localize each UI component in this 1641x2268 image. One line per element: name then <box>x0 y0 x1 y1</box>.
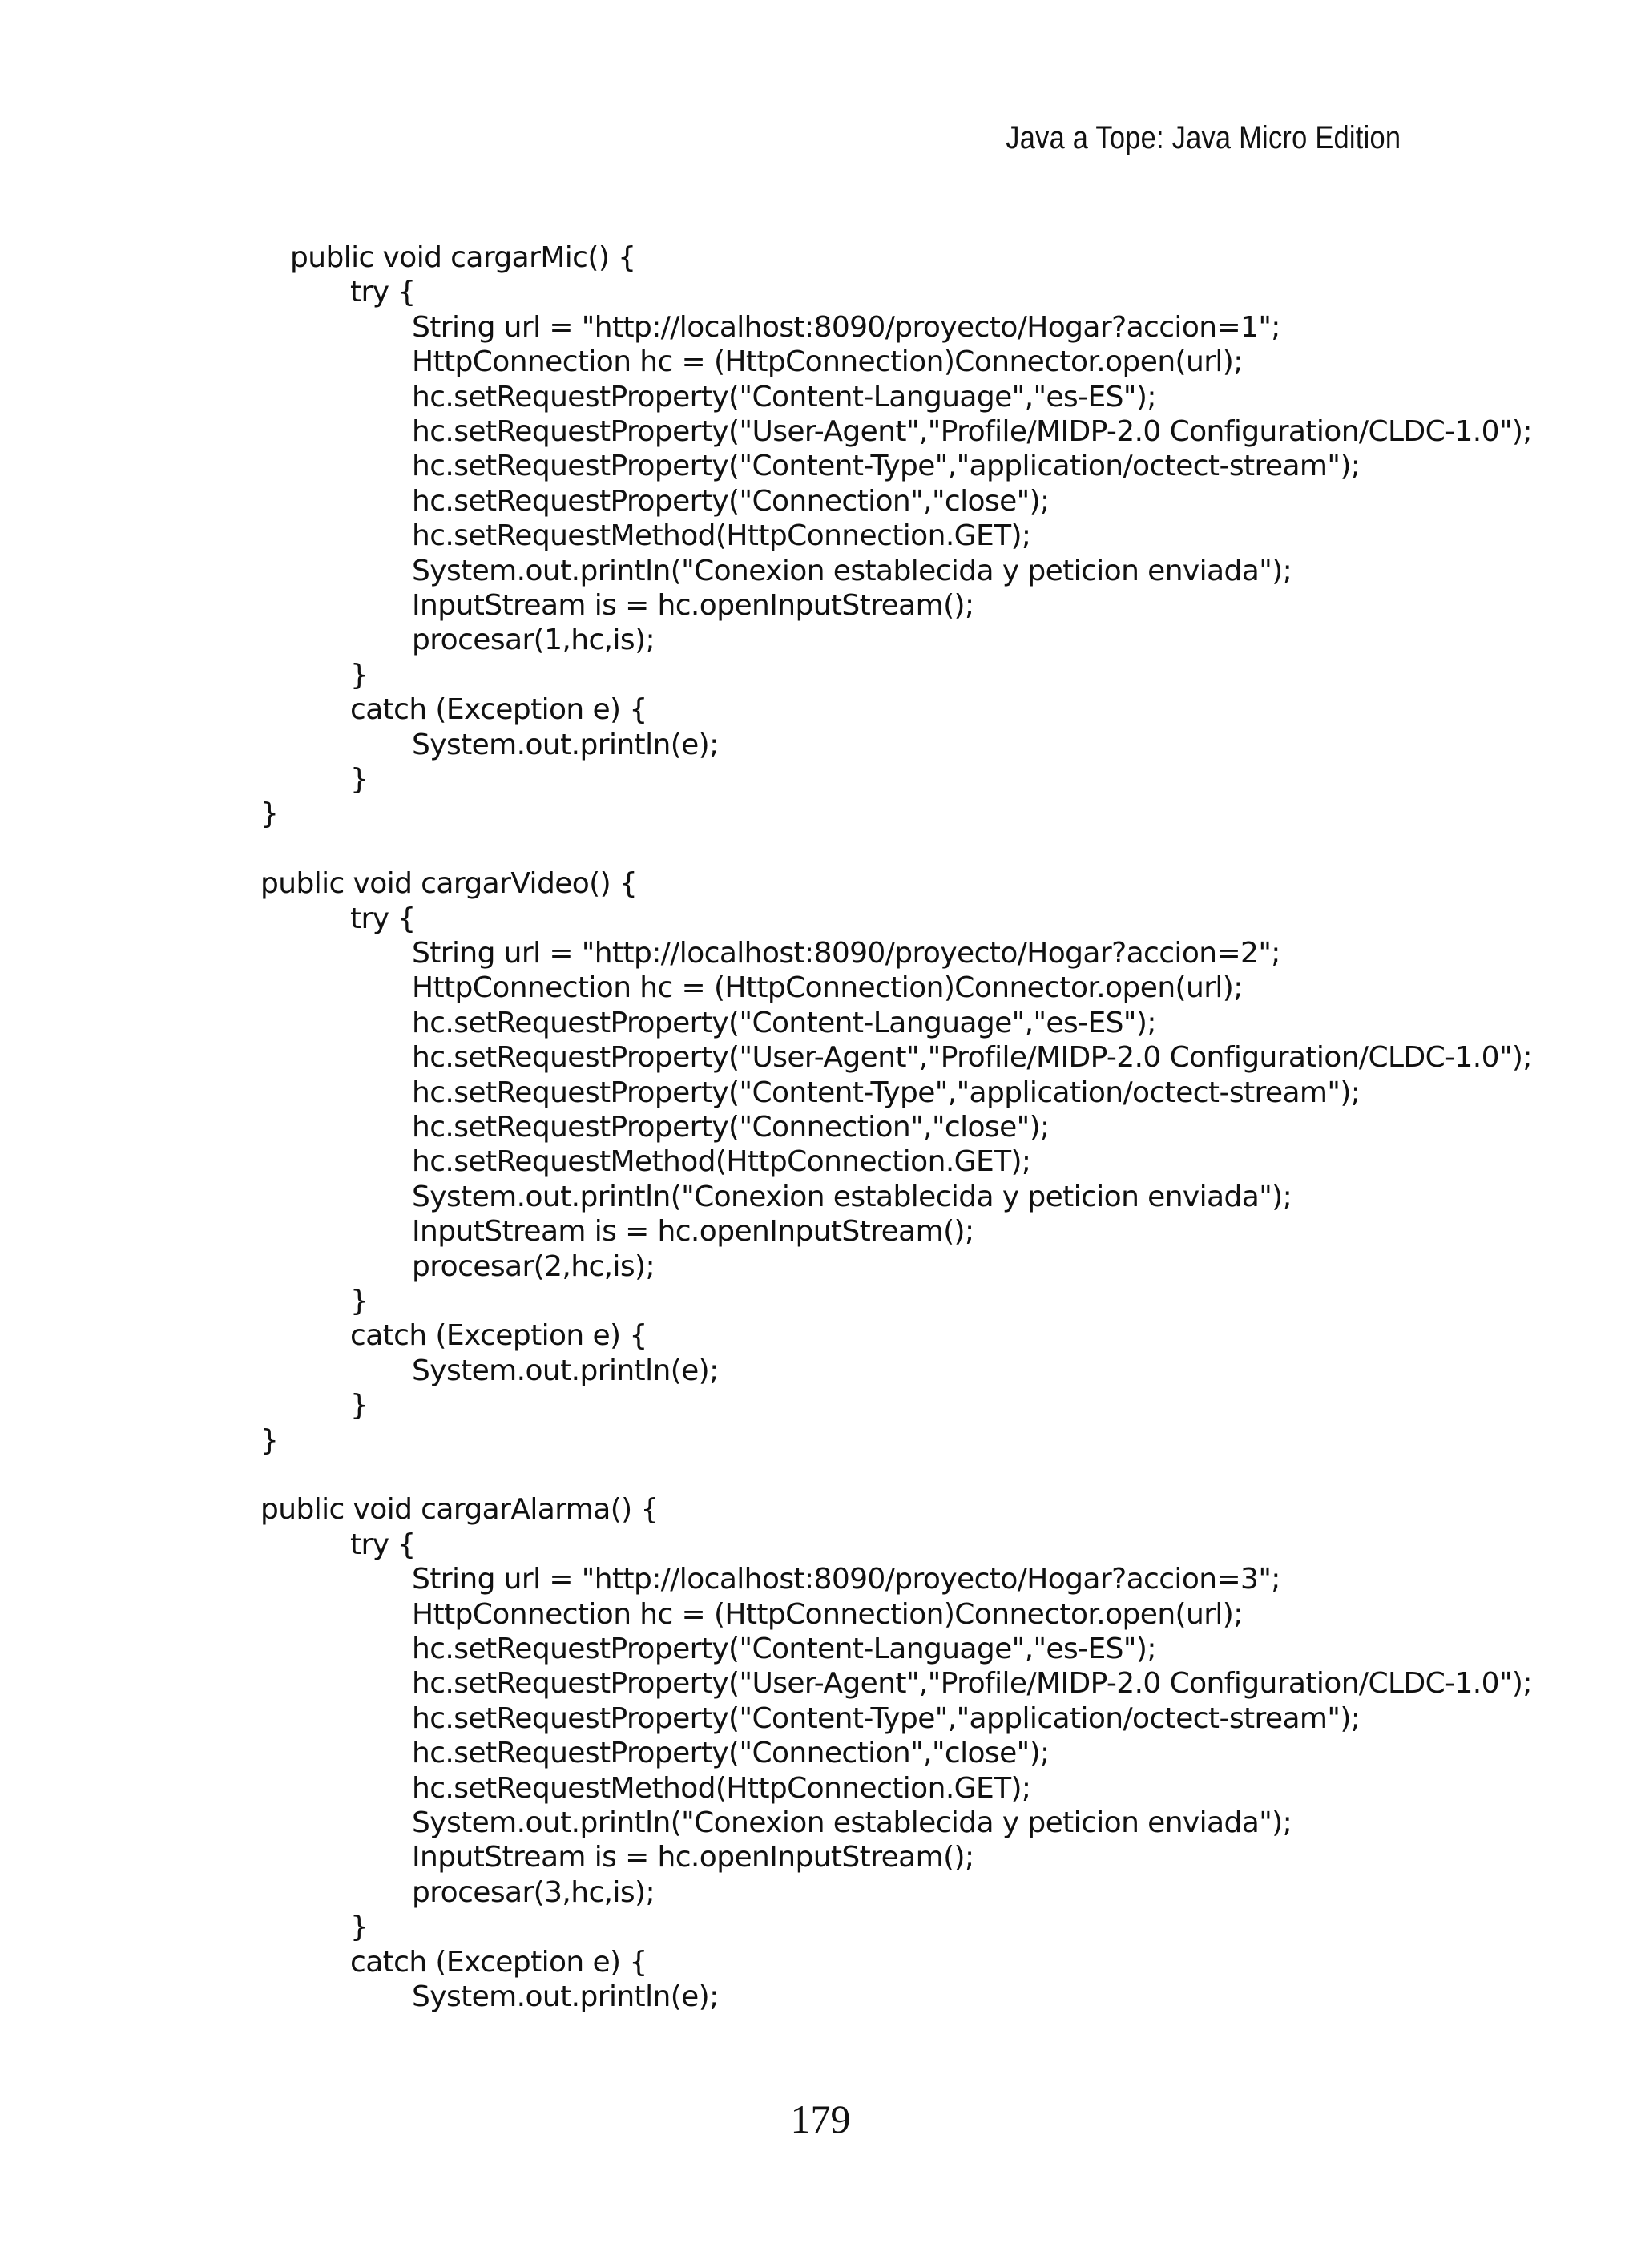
code-line: System.out.println("Conexion establecida y peticion enviada"); <box>412 1806 1292 1839</box>
code-line: catch (Exception e) { <box>350 1319 647 1353</box>
code-line: InputStream is = hc.openInputStream(); <box>412 589 974 622</box>
code-line: System.out.println("Conexion establecida y peticion enviada"); <box>412 554 1292 587</box>
code-line: System.out.println(e); <box>412 1980 719 2013</box>
code-line: String url = "http://localhost:8090/proyecto/Hogar?accion=3"; <box>412 1563 1280 1596</box>
code-line: hc.setRequestProperty("Connection","close"); <box>412 1737 1050 1770</box>
code-line: hc.setRequestProperty("Content-Type","application/octect-stream"); <box>412 1075 1361 1109</box>
code-line: String url = "http://localhost:8090/proyecto/Hogar?accion=2"; <box>412 937 1280 970</box>
code-line: hc.setRequestMethod(HttpConnection.GET); <box>412 1145 1031 1179</box>
code-line: hc.setRequestProperty("Content-Type","application/octect-stream"); <box>412 1701 1361 1735</box>
code-line: hc.setRequestProperty("User-Agent","Profile/MIDP-2.0 Configuration/CLDC-1.0"); <box>412 1041 1532 1075</box>
code-line: procesar(2,hc,is); <box>412 1249 655 1283</box>
code-line: HttpConnection hc = (HttpConnection)Connector.open(url); <box>412 1597 1243 1631</box>
code-line: catch (Exception e) { <box>350 1945 647 1979</box>
code-line: try { <box>350 276 416 309</box>
code-line: public void cargarMic() { <box>290 241 636 274</box>
code-line: hc.setRequestProperty("User-Agent","Profile/MIDP-2.0 Configuration/CLDC-1.0"); <box>412 1667 1532 1701</box>
code-line: public void cargarVideo() { <box>260 867 638 901</box>
code-line: } <box>350 658 369 692</box>
code-line: String url = "http://localhost:8090/proyecto/Hogar?accion=1"; <box>412 310 1280 344</box>
code-line: } <box>260 797 279 831</box>
code-line: } <box>350 763 369 796</box>
code-line: InputStream is = hc.openInputStream(); <box>412 1841 974 1875</box>
code-line: procesar(3,hc,is); <box>412 1875 655 1909</box>
code-line: hc.setRequestProperty("Content-Language","es-ES"); <box>412 1632 1156 1665</box>
code-line: catch (Exception e) { <box>350 693 647 727</box>
code-line: } <box>350 1389 369 1423</box>
code-line: } <box>350 1285 369 1318</box>
code-line: hc.setRequestProperty("Content-Language","es-ES"); <box>412 380 1156 414</box>
code-line: } <box>260 1423 279 1457</box>
code-line: System.out.println(e); <box>412 1354 719 1387</box>
code-line: try { <box>350 1527 416 1561</box>
code-line: hc.setRequestMethod(HttpConnection.GET); <box>412 1771 1031 1805</box>
code-line: } <box>350 1911 369 1944</box>
code-line: public void cargarAlarma() { <box>260 1493 659 1527</box>
code-line: InputStream is = hc.openInputStream(); <box>412 1215 974 1249</box>
code-line: hc.setRequestProperty("Content-Type","application/octect-stream"); <box>412 450 1361 483</box>
code-line: HttpConnection hc = (HttpConnection)Connector.open(url); <box>412 345 1243 379</box>
code-line: HttpConnection hc = (HttpConnection)Connector.open(url); <box>412 971 1243 1005</box>
code-listing <box>0 240 1641 2036</box>
page-number: 179 <box>790 2096 851 2141</box>
code-line: System.out.println("Conexion establecida y peticion enviada"); <box>412 1180 1292 1213</box>
code-line: try { <box>350 902 416 935</box>
code-line: System.out.println(e); <box>412 728 719 761</box>
running-header-title: Java a Tope: Java Micro Edition <box>1005 120 1401 155</box>
code-line: hc.setRequestProperty("Content-Language","es-ES"); <box>412 1006 1156 1039</box>
code-line: hc.setRequestProperty("User-Agent","Profile/MIDP-2.0 Configuration/CLDC-1.0"); <box>412 415 1532 448</box>
code-line: procesar(1,hc,is); <box>412 623 655 657</box>
code-line: hc.setRequestProperty("Connection","close"); <box>412 1111 1050 1144</box>
code-line: hc.setRequestMethod(HttpConnection.GET); <box>412 519 1031 553</box>
code-line: hc.setRequestProperty("Connection","close"); <box>412 484 1050 518</box>
